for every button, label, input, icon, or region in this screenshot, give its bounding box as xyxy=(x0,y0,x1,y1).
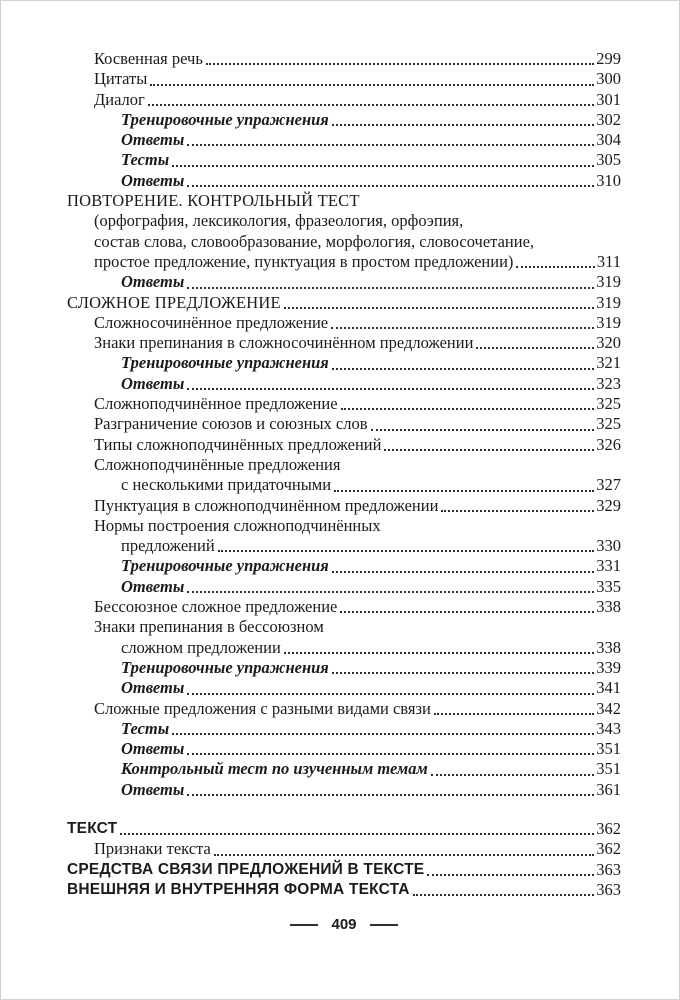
toc-entry-label: ПОВТОРЕНИЕ. КОНТРОЛЬНЫЙ ТЕСТ xyxy=(67,191,360,211)
toc-entry-page: 363 xyxy=(596,879,621,899)
toc-entry-page: 301 xyxy=(596,89,621,109)
toc-entry-page: 305 xyxy=(596,150,621,170)
toc-entry-label: Типы сложноподчинённых предложений xyxy=(94,434,382,454)
toc-entry-label: Сложноподчинённые предложения xyxy=(94,454,341,474)
dot-leader xyxy=(187,167,594,187)
toc-entry xyxy=(67,780,621,800)
toc-entry-page: 304 xyxy=(596,130,621,150)
dot-leader xyxy=(172,715,594,735)
toc-entry-page: 325 xyxy=(596,414,621,434)
toc-entry-label: СЛОЖНОЕ ПРЕДЛОЖЕНИЕ xyxy=(67,292,281,312)
toc-entry-label: Признаки текста xyxy=(94,839,211,859)
toc-entry-page: 302 xyxy=(596,109,621,129)
toc-entry-page: 335 xyxy=(596,576,621,596)
toc-entry-label: Сложноподчинённое предложение xyxy=(94,394,338,414)
toc-entry-page: 319 xyxy=(596,312,621,332)
toc-entry-page: 343 xyxy=(596,718,621,738)
toc-entry-page: 310 xyxy=(596,170,621,190)
dot-leader xyxy=(341,390,595,410)
toc-entry-label: сложном предложении xyxy=(121,637,281,657)
toc-entry-label: Разграничение союзов и союзных слов xyxy=(94,414,368,434)
toc-entry-page: 362 xyxy=(596,839,621,859)
toc-entry-page: 300 xyxy=(596,69,621,89)
toc-entry-label: Ответы xyxy=(121,272,185,292)
dot-leader xyxy=(187,268,594,288)
dot-leader xyxy=(284,634,594,654)
toc-entry xyxy=(67,597,621,617)
toc-entry-page: 363 xyxy=(596,859,621,879)
toc-entry-page: 323 xyxy=(596,373,621,393)
toc-entry xyxy=(67,211,621,231)
dot-leader xyxy=(187,776,594,796)
dot-leader xyxy=(332,654,594,674)
toc-entry-label: Ответы xyxy=(121,779,185,799)
toc-entry-page: 351 xyxy=(596,739,621,759)
dot-leader xyxy=(441,492,594,512)
dot-leader xyxy=(371,410,595,430)
toc-entry xyxy=(67,880,621,900)
dot-leader xyxy=(187,370,594,390)
dot-leader xyxy=(187,735,594,755)
page-footer xyxy=(67,916,621,933)
toc-entry-label: СРЕДСТВА СВЯЗИ ПРЕДЛОЖЕНИЙ В ТЕКСТЕ xyxy=(67,860,425,878)
toc-entry-page: 327 xyxy=(596,475,621,495)
dot-leader xyxy=(427,856,594,876)
dot-leader xyxy=(434,695,594,715)
toc-entry-label: состав слова, словообразование, морфология, словосочетание, xyxy=(94,231,535,251)
toc-entry-label: Ответы xyxy=(121,739,185,759)
dot-leader xyxy=(332,106,594,126)
dot-leader xyxy=(206,45,594,65)
toc-entry-page: 299 xyxy=(596,49,621,68)
toc-entry-page: 321 xyxy=(596,353,621,373)
toc-entry-page: 342 xyxy=(596,698,621,718)
toc-entry-label: Ответы xyxy=(121,373,185,393)
dot-leader xyxy=(413,876,595,896)
toc-entry-label: с несколькими придаточными xyxy=(121,475,332,495)
toc-entry-page: 326 xyxy=(596,434,621,454)
toc-entry-page: 311 xyxy=(596,251,621,271)
footer-page-number: 409 xyxy=(331,916,357,934)
dot-leader xyxy=(120,815,594,835)
dot-leader xyxy=(340,593,594,613)
toc-entry xyxy=(67,191,621,211)
dot-leader xyxy=(172,146,594,166)
dot-leader xyxy=(332,349,594,369)
dot-leader xyxy=(218,532,595,552)
toc-entry-label: Тренировочные упражнения xyxy=(121,109,329,129)
dot-leader xyxy=(332,552,594,572)
toc-entry-label: ВНЕШНЯЯ И ВНУТРЕННЯЯ ФОРМА ТЕКСТА xyxy=(67,880,410,898)
dot-leader xyxy=(214,835,594,855)
toc-entry xyxy=(67,435,621,455)
toc-entry-label: Ответы xyxy=(121,130,185,150)
toc-entry-label: (орфография, лексикология, фразеология, орфоэпия, xyxy=(94,211,464,231)
toc-entry-page: 362 xyxy=(596,818,621,838)
dot-leader xyxy=(150,65,594,85)
toc-entry-label: Сложные предложения с разными видами связи xyxy=(94,698,431,718)
dot-leader xyxy=(331,309,594,329)
toc-entry-label: Сложносочинённое предложение xyxy=(94,312,329,332)
toc-entry-label: Пунктуация в сложноподчинённом предложении xyxy=(94,495,439,515)
toc-entry xyxy=(67,496,621,516)
toc-entry-label: Знаки препинания в сложносочинённом предложении xyxy=(94,333,474,353)
toc-entry-label: Бессоюзное сложное предложение xyxy=(94,597,338,617)
toc-entry-label: ТЕКСТ xyxy=(67,819,118,837)
toc-entry-page: 330 xyxy=(596,536,621,556)
toc-entry-label: Контрольный тест по изученным темам xyxy=(121,759,428,779)
dot-leader xyxy=(187,573,594,593)
toc-entry-label: Тренировочные упражнения xyxy=(121,556,329,576)
dot-leader xyxy=(284,289,594,309)
toc-entry-page: 341 xyxy=(596,678,621,698)
dot-leader xyxy=(187,674,594,694)
toc-entry-label: Знаки препинания в бессоюзном xyxy=(94,617,324,637)
toc-entry-page: 338 xyxy=(596,597,621,617)
dot-leader xyxy=(431,755,594,775)
dot-leader xyxy=(334,471,594,491)
toc-entry-label: Тесты xyxy=(121,718,170,738)
toc-entry-page: 361 xyxy=(596,779,621,799)
toc-entry-page: 351 xyxy=(596,759,621,779)
footer-rule-right xyxy=(370,924,398,926)
toc-entry-label: простое предложение, пунктуация в простом предложении) xyxy=(94,251,514,271)
toc-entry-label: предложений xyxy=(121,536,215,556)
toc-entry-page: 338 xyxy=(596,637,621,657)
toc-entry-page: 320 xyxy=(596,333,621,353)
toc-entry-label: Тренировочные упражнения xyxy=(121,353,329,373)
toc-list xyxy=(67,49,621,900)
toc-entry-page: 339 xyxy=(596,657,621,677)
toc-entry-page: 331 xyxy=(596,556,621,576)
toc-entry-label: Цитаты xyxy=(94,69,148,89)
toc-entry-label: Диалог xyxy=(94,89,145,109)
toc-entry xyxy=(67,171,621,191)
dot-leader xyxy=(516,248,594,268)
toc-entry-page: 319 xyxy=(596,292,621,312)
dot-leader xyxy=(476,329,594,349)
toc-entry-label: Ответы xyxy=(121,170,185,190)
toc-entry-label: Косвенная речь xyxy=(94,49,203,68)
dot-leader xyxy=(148,86,594,106)
toc-entry-page: 329 xyxy=(596,495,621,515)
toc-entry-label: Ответы xyxy=(121,678,185,698)
toc-entry-label: Ответы xyxy=(121,576,185,596)
dot-leader xyxy=(187,126,594,146)
toc-entry-label: Тесты xyxy=(121,150,170,170)
dot-leader xyxy=(384,431,594,451)
toc-entry-page: 319 xyxy=(596,272,621,292)
toc-entry-label: Нормы построения сложноподчинённых xyxy=(94,515,381,535)
toc-entry-label: Тренировочные упражнения xyxy=(121,657,329,677)
toc-entry-page: 325 xyxy=(596,394,621,414)
footer-rule-left xyxy=(290,924,318,926)
